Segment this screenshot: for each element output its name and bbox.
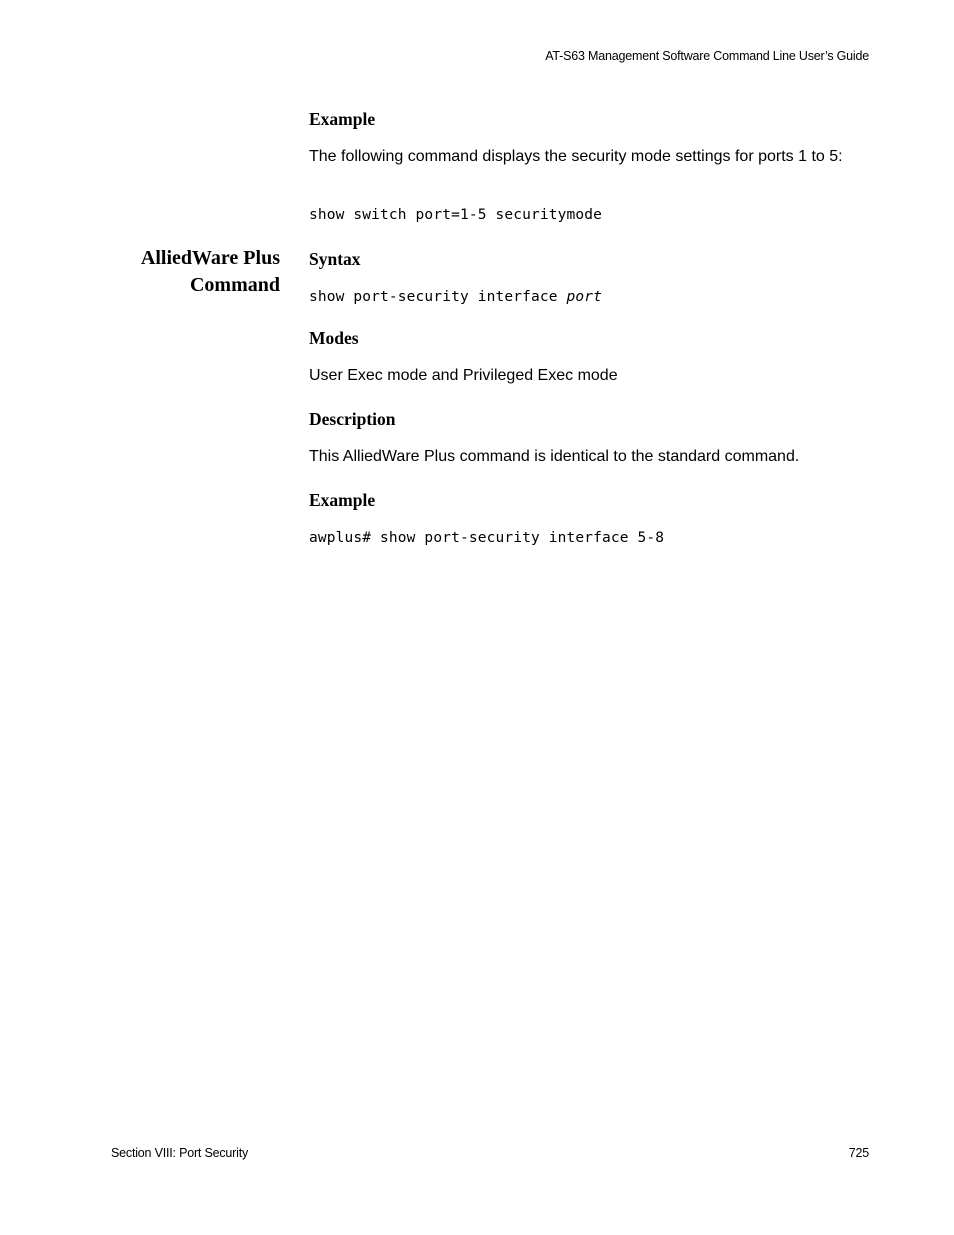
description-text: This AlliedWare Plus command is identical to the standard command. xyxy=(309,448,800,465)
alliedware-plus-command-heading xyxy=(80,245,280,299)
syntax-heading: Syntax xyxy=(309,249,361,269)
alliedware-example-heading: Example xyxy=(309,490,376,510)
side-heading-line-2: Command xyxy=(189,274,280,296)
syntax-command: show port-security interface xyxy=(309,289,567,305)
syntax-parameter: port xyxy=(566,289,603,305)
alliedware-example-code: awplus# show port-security interface 5-8 xyxy=(309,530,665,546)
footer-page-number: 725 xyxy=(848,1146,869,1160)
example-code: show switch port=1-5 securitymode xyxy=(309,207,603,223)
footer-section: Section VIII: Port Security xyxy=(111,1146,249,1160)
side-heading-line-1: AlliedWare Plus xyxy=(140,247,280,269)
modes-text: User Exec mode and Privileged Exec mode xyxy=(309,367,618,384)
example-description: The following command displays the security mode settings for ports 1 to 5: xyxy=(309,148,843,165)
running-header: AT-S63 Management Software Command Line User’s Guide xyxy=(545,49,869,63)
syntax-code xyxy=(309,287,602,307)
example-heading: Example xyxy=(309,109,376,129)
description-heading: Description xyxy=(309,409,396,429)
modes-heading: Modes xyxy=(309,328,359,348)
